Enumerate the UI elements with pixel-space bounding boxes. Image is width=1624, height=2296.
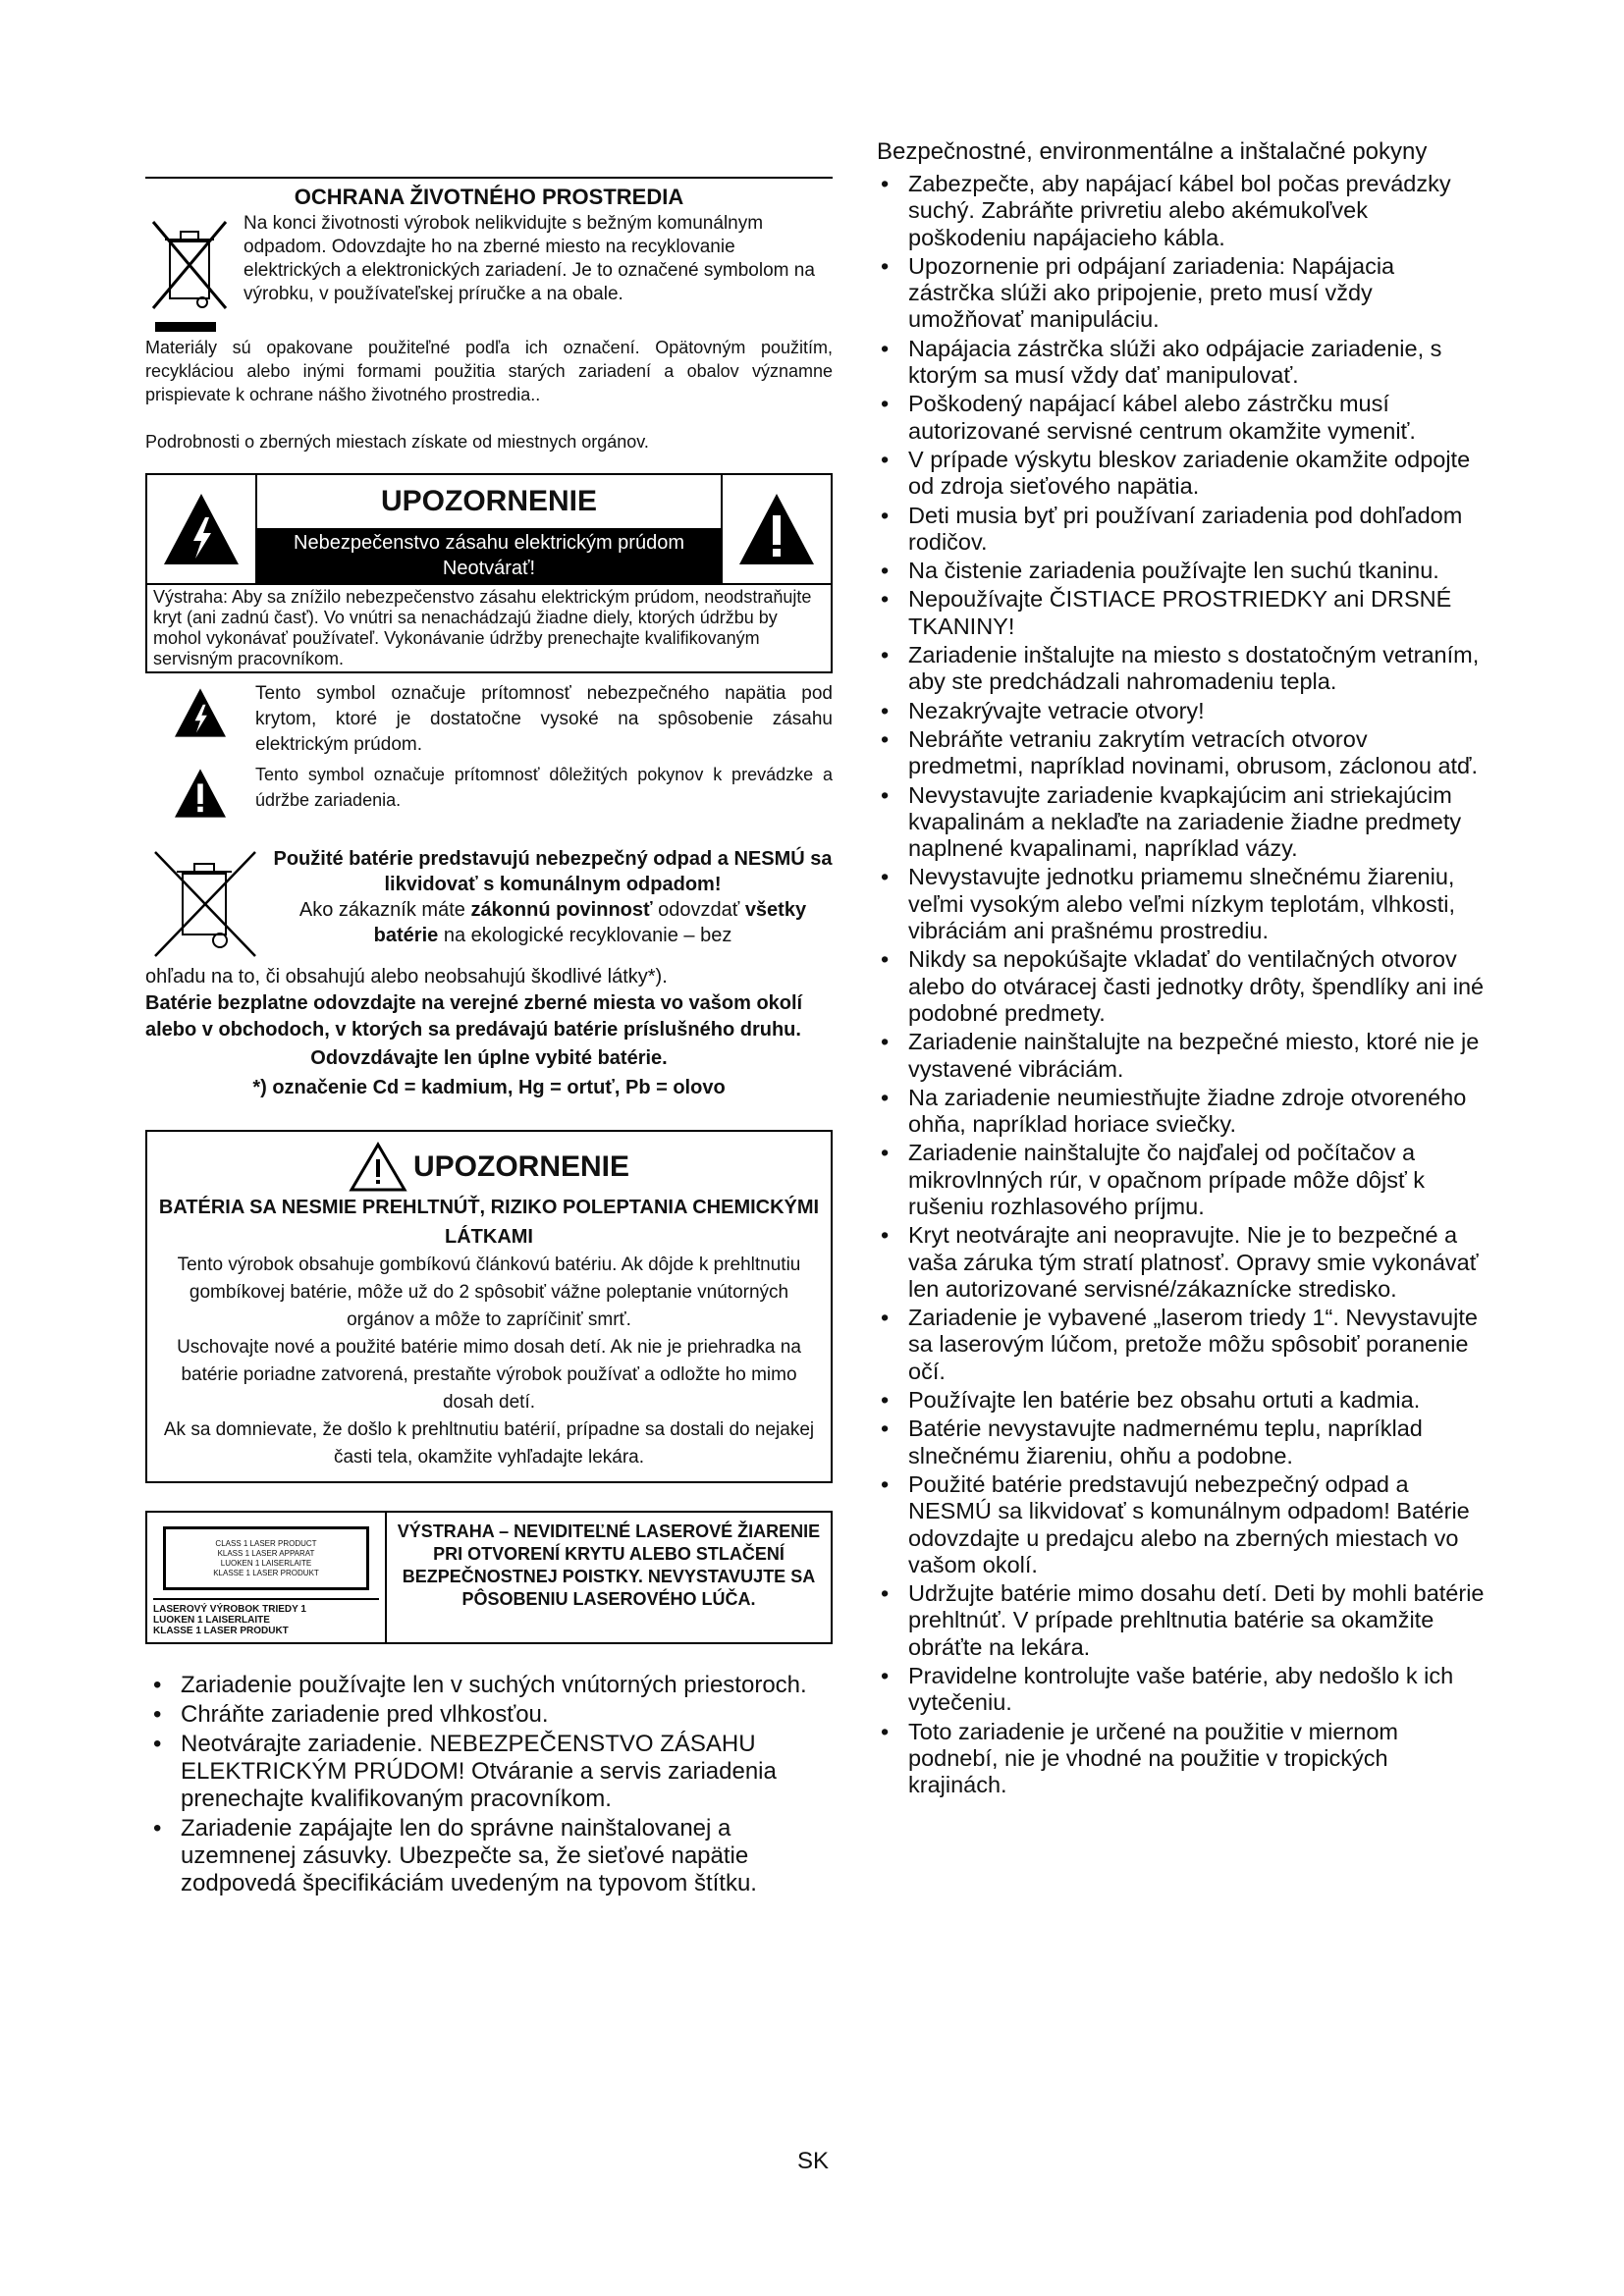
battery-line-6: *) označenie Cd = kadmium, Hg = ortuť, Pb = olovo: [252, 1077, 726, 1098]
button-battery-warning-body-2: Uschovajte nové a použité batérie mimo dosah detí. Ak nie je priehradka na batérie poriadne zatvorená, prestaňte výrobok používať a odložte ho mimo dosah detí.: [177, 1337, 801, 1413]
env-text-3: Podrobnosti o zberných miestach získate od miestnych orgánov.: [145, 432, 649, 452]
laser-label-line-3: LUOKEN 1 LAISERLAITE: [220, 1558, 312, 1568]
right-bullet-list: [877, 171, 1486, 1799]
safety-instructions-title: Bezpečnostné, environmentálne a inštalačné pokyny: [877, 138, 1428, 165]
button-battery-warning-box: [145, 1130, 833, 1483]
list-item: • Nebráňte vetraniu zakrytím vetracích otvorov predmetmi, napríklad novinami, obrusom, záclonou atď.: [877, 726, 1486, 780]
env-text-1: Na konci životnosti výrobok nelikvidujte s bežným komunálnym odpadom. Odovzdajte ho na zberné miesto na recyklovanie elektrických a elektronických zariadení. Je to označené symbolom na výrobku, v používateľskej príručke a na obale.: [244, 213, 815, 304]
list-item: • Toto zariadenie je určené na použitie v miernom podnebí, nie je vhodné na použitie v tropických krajinách.: [877, 1719, 1486, 1799]
laser-label-line-4: KLASSE 1 LASER PRODUKT: [213, 1568, 319, 1577]
right-column: [877, 137, 1486, 1801]
battery-bin-icon: [145, 846, 273, 964]
laser-label-line-1: CLASS 1 LASER PRODUCT: [215, 1538, 317, 1548]
laser-caption-1: LASEROVÝ VÝROBOK TRIEDY 1: [153, 1604, 306, 1615]
list-item: • Zariadenie používajte len v suchých vnútorných priestoroch.: [145, 1672, 833, 1699]
env-text-2: Materiály sú opakovane použiteľné podľa ich označení. Opätovným použitím, recykláciou alebo inými formami použitia starých zariadení a obalov významne prispievate k ochrane nášho životného prostredia..: [145, 338, 833, 404]
lightning-warning-icon: [147, 475, 255, 583]
battery-duty-d: všetky batérie: [373, 899, 807, 946]
battery-text-top: [273, 846, 833, 964]
env-row: [145, 212, 833, 340]
exclamation-warning-icon: [723, 475, 831, 583]
page-language-code: SK: [797, 2148, 830, 2174]
battery-duty-e: na ekologické recyklovanie – bez: [438, 925, 732, 946]
battery-line-5: Odovzdávajte len úplne vybité batérie.: [310, 1047, 668, 1069]
list-item: • Zariadenie inštalujte na miesto s dostatočným vetraním, aby ste predchádzali nahromadeniu tepla.: [877, 642, 1486, 696]
battery-warning: Použité batérie predstavujú nebezpečný odpad a NESMÚ sa likvidovať s komunálnym odpadom!: [273, 848, 833, 895]
battery-row: [145, 846, 833, 964]
laser-caption-2: LUOKEN 1 LAISERLAITE: [153, 1615, 270, 1626]
list-item: • Udržujte batérie mimo dosahu detí. Deti by mohli batérie prehltnúť. V prípade prehltnutia batérie sa okamžite obráťte na lekára.: [877, 1580, 1486, 1661]
env-title: OCHRANA ŽIVOTNÉHO PROSTREDIA: [145, 177, 833, 210]
laser-label: [147, 1513, 387, 1642]
list-item: • Nevystavujte zariadenie kvapkajúcim ani striekajúcim kvapalinám a neklaďte na zariadenie žiadne predmety naplnené kvapalinami, napríklad vázy.: [877, 782, 1486, 863]
list-item: • Upozornenie pri odpájaní zariadenia: Napájacia zástrčka slúži ako pripojenie, preto musí vždy umožňovať manipuláciu.: [877, 253, 1486, 334]
laser-warning-box: [145, 1511, 833, 1644]
list-item: • Na čistenie zariadenia používajte len suchú tkaninu.: [877, 558, 1486, 584]
list-item: • Zariadenie je vybavené „laserom triedy 1“. Nevystavujte sa laserovým lúčom, pretože môžu spôsobiť poranenie očí.: [877, 1305, 1486, 1385]
battery-duty-a: Ako zákazník máte: [298, 899, 471, 921]
list-item: • Na zariadenie neumiestňujte žiadne zdroje otvoreného ohňa, napríklad horiace sviečky.: [877, 1085, 1486, 1139]
list-item: • Používajte len batérie bez obsahu ortuti a kadmia.: [877, 1387, 1486, 1414]
battery-line-4: Batérie bezplatne odovzdajte na verejné zberné miesta vo vašom okolí alebo v obchodoch, v ktorých sa predávajú batérie príslušného druhu.: [145, 992, 803, 1041]
list-item: • Deti musia byť pri používaní zariadenia pod dohľadom rodičov.: [877, 503, 1486, 557]
lightning-icon: [145, 681, 255, 758]
list-item: • Nikdy sa nepokúšajte vkladať do ventilačných otvorov alebo do otváracej časti jednotky drôty, špendlíky ani iné podobné predmety.: [877, 946, 1486, 1027]
list-item: • Zariadenie nainštalujte čo najďalej od počítačov a mikrovlnných rúr, v opačnom prípade môže dôjsť k rušeniu rozhlasového príjmu.: [877, 1140, 1486, 1220]
battery-line-3: ohľadu na to, či obsahujú alebo neobsahujú škodlivé látky*).: [145, 966, 668, 988]
list-item: • Zariadenie nainštalujte na bezpečné miesto, ktoré nie je vystavené vibráciám.: [877, 1029, 1486, 1083]
exclamation-icon: [145, 762, 255, 819]
button-battery-warning-body-3: Ak sa domnievate, že došlo k prehltnutiu batérií, prípadne sa dostali do nejakej časti tela, okamžite vyhľadajte lekára.: [163, 1419, 815, 1468]
list-item: • Nevystavujte jednotku priamemu slnečnému žiareniu, veľmi vysokým alebo veľmi nízkym teplotám, vlhkosti, vibráciám ani prašnému prostrediu.: [877, 864, 1486, 944]
battery-duty: [273, 897, 833, 948]
list-item: • Zariadenie zapájajte len do správne nainštalovanej a uzemnenej zásuvky. Ubezpečte sa, že sieťové napätie zodpovedá špecifikáciám uvedeným na typovom štítku.: [145, 1815, 833, 1897]
laser-label-line-2: KLASS 1 LASER APPARAT: [217, 1548, 315, 1558]
weee-bin-icon: [145, 212, 244, 340]
shock-warning-box: [145, 473, 833, 673]
list-item: • Nepoužívajte ČISTIACE PROSTRIEDKY ani DRSNÉ TKANINY!: [877, 586, 1486, 640]
shock-warning-subtitle: Nebezpečenstvo zásahu elektrickým prúdom Neotvárať!: [257, 528, 721, 583]
list-item: • Kryt neotvárajte ani neopravujte. Nie je to bezpečné a vaša záruka tým stratí platnosť. Opravy smie vykonávať len autorizované servisné/zákaznícke stredisko.: [877, 1222, 1486, 1303]
laser-label-caption: [153, 1598, 379, 1636]
list-item: • Neotvárajte zariadenie. NEBEZPEČENSTVO ZÁSAHU ELEKTRICKÝM PRÚDOM! Otváranie a servis zariadenia prenechajte kvalifikovaným pracovníkom.: [145, 1731, 833, 1813]
symbol-row-exclamation: [145, 762, 833, 819]
list-item: • Napájacia zástrčka slúži ako odpájacie zariadenie, s ktorým sa musí vždy dať manipulovať.: [877, 336, 1486, 390]
shock-warning-body: Výstraha: Aby sa znížilo nebezpečenstvo zásahu elektrickým prúdom, neodstraňujte kryt (ani zadnú časť). Vo vnútri sa nenachádzajú žiadne diely, ktorých údržbu by mohol vykonávať používateľ. Vykonávanie údržby prenechajte kvalifikovaným servisným pracovníkom.: [147, 583, 831, 671]
laser-class-label: [163, 1526, 369, 1590]
list-item: • V prípade výskytu bleskov zariadenie okamžite odpojte od zdroja sieťového napätia.: [877, 447, 1486, 501]
list-item: • Zabezpečte, aby napájací kábel bol počas prevádzky suchý. Zabráňte privretiu alebo akémukoľvek poškodeniu napájacieho kábla.: [877, 171, 1486, 251]
shock-warning-title: UPOZORNENIE: [380, 485, 598, 517]
left-column: [145, 177, 833, 1899]
button-battery-warning-title: UPOZORNENIE: [412, 1150, 630, 1183]
symbol-row-lightning: [145, 681, 833, 758]
caution-outline-icon: [349, 1142, 407, 1193]
symbol-text-2: Tento symbol označuje prítomnosť dôležitých pokynov k prevádzke a údržbe zariadenia.: [255, 765, 833, 810]
symbol-text-1: Tento symbol označuje prítomnosť nebezpečného napätia pod krytom, ktoré je dostatočne vysoké na spôsobenie zásahu elektrickým prúdom.: [255, 683, 833, 755]
list-item: • Pravidelne kontrolujte vaše batérie, aby nedošlo k ich vytečeniu.: [877, 1663, 1486, 1717]
left-bullet-list: [145, 1672, 833, 1897]
button-battery-warning-body-1: Tento výrobok obsahuje gombíkovú článkovú batériu. Ak dôjde k prehltnutiu gombíkovej batérie, môže už do 2 spôsobiť vážne poleptanie vnútorných orgánov a môže to zapríčiniť smrť.: [177, 1255, 801, 1330]
laser-caption-3: KLASSE 1 LASER PRODUKT: [153, 1626, 289, 1636]
shock-warning-title-block: [255, 475, 723, 583]
list-item: • Batérie nevystavujte nadmernému teplu, napríklad slnečnému žiareniu, ohňu a podobne.: [877, 1415, 1486, 1469]
shock-warning-header: [147, 475, 831, 583]
button-battery-warning-header: [155, 1142, 823, 1193]
button-battery-warning-subtitle: BATÉRIA SA NESMIE PREHLTNÚŤ, RIZIKO POLEPTANIA CHEMICKÝMI LÁTKAMI: [158, 1197, 820, 1248]
list-item: • Použité batérie predstavujú nebezpečný odpad a NESMÚ sa likvidovať s komunálnym odpadom! Batérie odovzdajte u predajcu alebo na zberných miestach vo vašom okolí.: [877, 1471, 1486, 1578]
list-item: • Poškodený napájací kábel alebo zástrčku musí autorizované servisné centrum okamžite vymeniť.: [877, 391, 1486, 445]
battery-duty-b: zákonnú povinnosť: [470, 899, 653, 921]
list-item: • Nezakrývajte vetracie otvory!: [877, 698, 1486, 724]
list-item: • Chráňte zariadenie pred vlhkosťou.: [145, 1701, 833, 1729]
battery-duty-c: odovzdať: [652, 899, 745, 921]
laser-warning-text: VÝSTRAHA – NEVIDITEĽNÉ LASEROVÉ ŽIARENIE PRI OTVORENÍ KRYTU ALEBO STLAČENÍ BEZPEČNOSTNEJ POISTKY. NEVYSTAVUJTE SA PÔSOBENIU LASEROVÉHO LÚČA.: [397, 1522, 821, 1609]
